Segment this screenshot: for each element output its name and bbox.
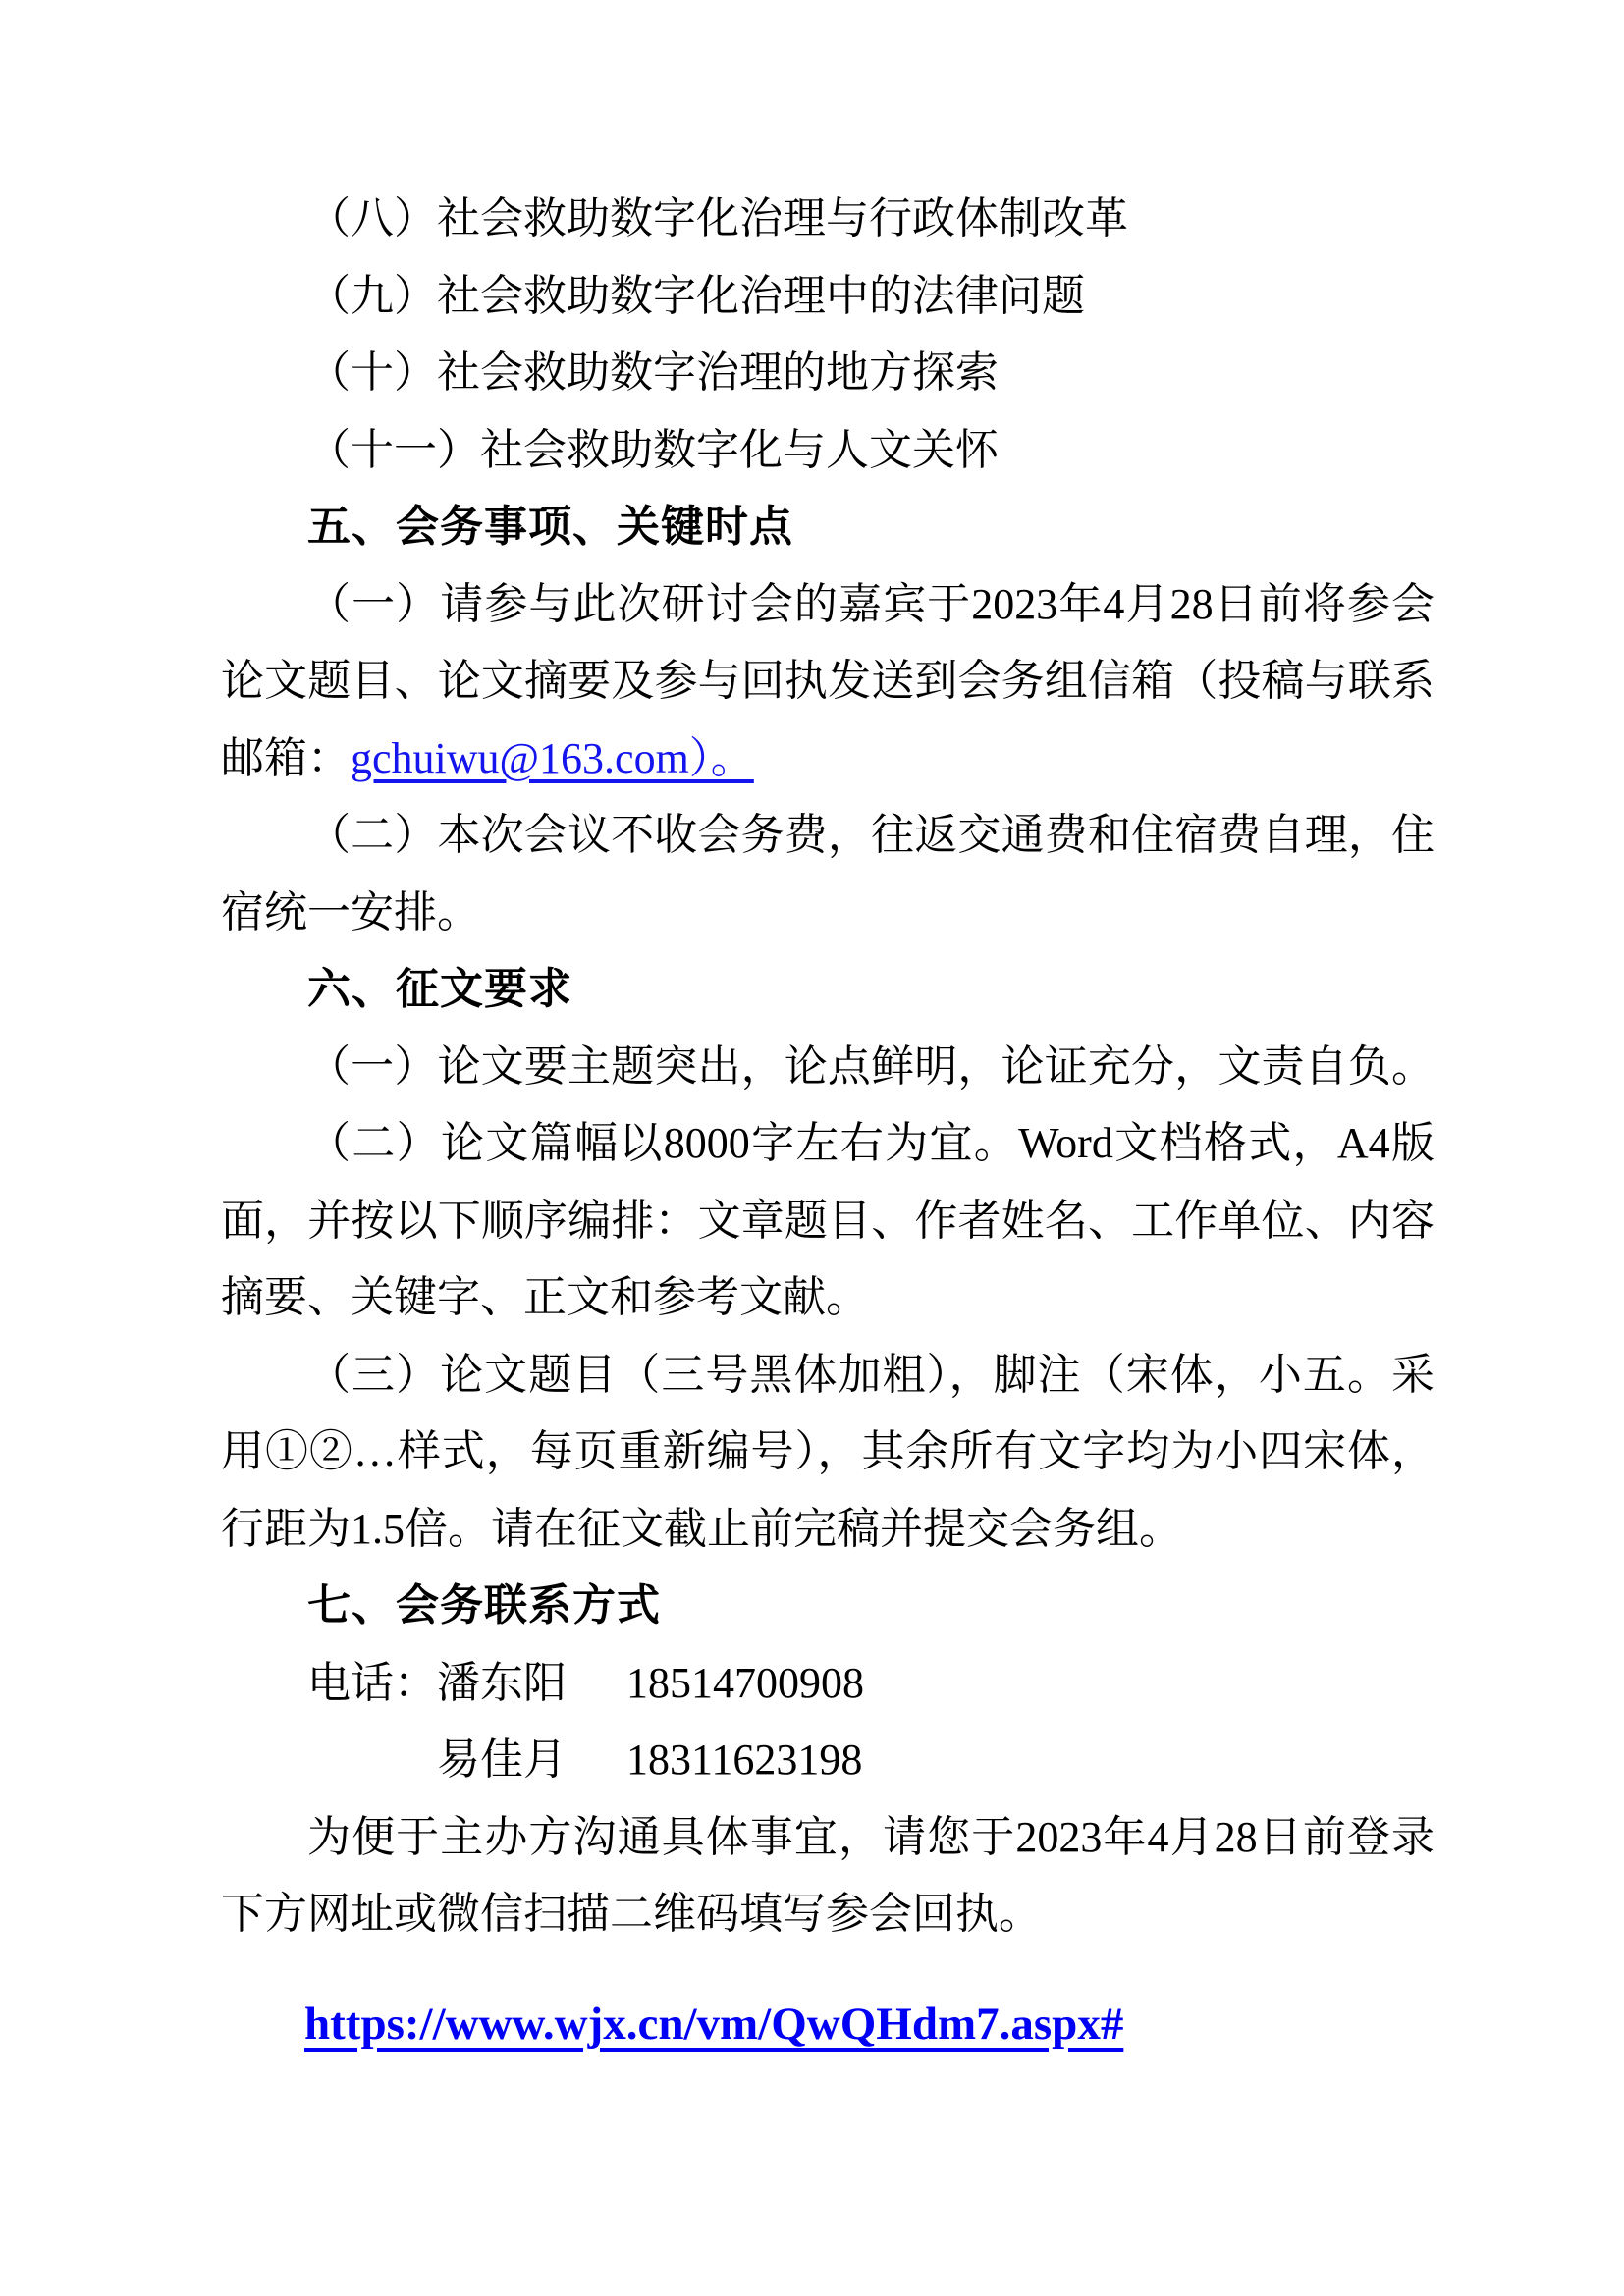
section-7-heading: 七、会务联系方式 — [307, 1581, 661, 1629]
document-content — [221, 181, 1435, 2062]
email-link[interactable]: gchuiwu@163.com）。 — [351, 733, 754, 782]
contact-row-1 — [221, 1645, 1435, 1723]
email-label: 邮箱： — [221, 733, 351, 782]
registration-url-link[interactable]: https://www.wjx.cn/vm/QwQHdm7.aspx# — [304, 1998, 1124, 2050]
s5-para1-line2: 论文题目、论文摘要及参与回执发送到会务组信箱（投稿与联系 — [221, 657, 1435, 705]
s6-para3-line2: 用①②…样式，每页重新编号），其余所有文字均为小四宋体， — [221, 1427, 1435, 1475]
s7-para1-line1: 为便于主办方沟通具体事宜，请您于2023年4月28日前登录 — [307, 1812, 1435, 1861]
section-6-heading: 六、征文要求 — [307, 965, 572, 1013]
s6-para3-line1: （三）论文题目（三号黑体加粗），脚注（宋体，小五。采 — [307, 1350, 1435, 1399]
s6-para2-line2: 面，并按以下顺序编排：文章题目、作者姓名、工作单位、内容 — [221, 1196, 1435, 1245]
s5-para2-line2: 宿统一安排。 — [221, 887, 480, 936]
contact-name: 潘东阳 — [437, 1658, 567, 1707]
s7-para1-line2: 下方网址或微信扫描二维码填写参会回执。 — [221, 1890, 1042, 1938]
s5-para1-line3 — [221, 721, 1435, 798]
topic-item-10: （十）社会救助数字治理的地方探索 — [307, 348, 999, 397]
s6-para3-line3: 行距为1.5倍。请在征文截止前完稿并提交会务组。 — [221, 1504, 1182, 1553]
s6-para2-line3: 摘要、关键字、正文和参考文献。 — [221, 1273, 869, 1321]
contact-phone: 18311623198 — [626, 1735, 863, 1784]
contact-row-2 — [221, 1722, 1435, 1799]
registration-url-row — [221, 1986, 1435, 2063]
topic-item-11: （十一）社会救助数字化与人文关怀 — [307, 425, 999, 474]
s6-para2-line1: （二）论文篇幅以8000字左右为宜。Word文档格式，A4版 — [307, 1119, 1435, 1167]
s6-para1: （一）论文要主题突出，论点鲜明，论证充分，文责自负。 — [307, 1041, 1435, 1091]
s5-para1-line1: （一）请参与此次研讨会的嘉宾于2023年4月28日前将参会 — [307, 579, 1435, 628]
topic-item-8: （八）社会救助数字化治理与行政体制改革 — [307, 194, 1128, 242]
contact-phone: 18514700908 — [626, 1658, 864, 1707]
s5-para2-line1: （二）本次会议不收会务费，往返交通费和住宿费自理，住 — [307, 811, 1435, 859]
topic-item-9: （九）社会救助数字化治理中的法律问题 — [307, 271, 1085, 320]
contact-name: 易佳月 — [437, 1735, 567, 1784]
phone-label: 电话： — [307, 1658, 437, 1707]
section-5-heading: 五、会务事项、关键时点 — [307, 503, 793, 551]
